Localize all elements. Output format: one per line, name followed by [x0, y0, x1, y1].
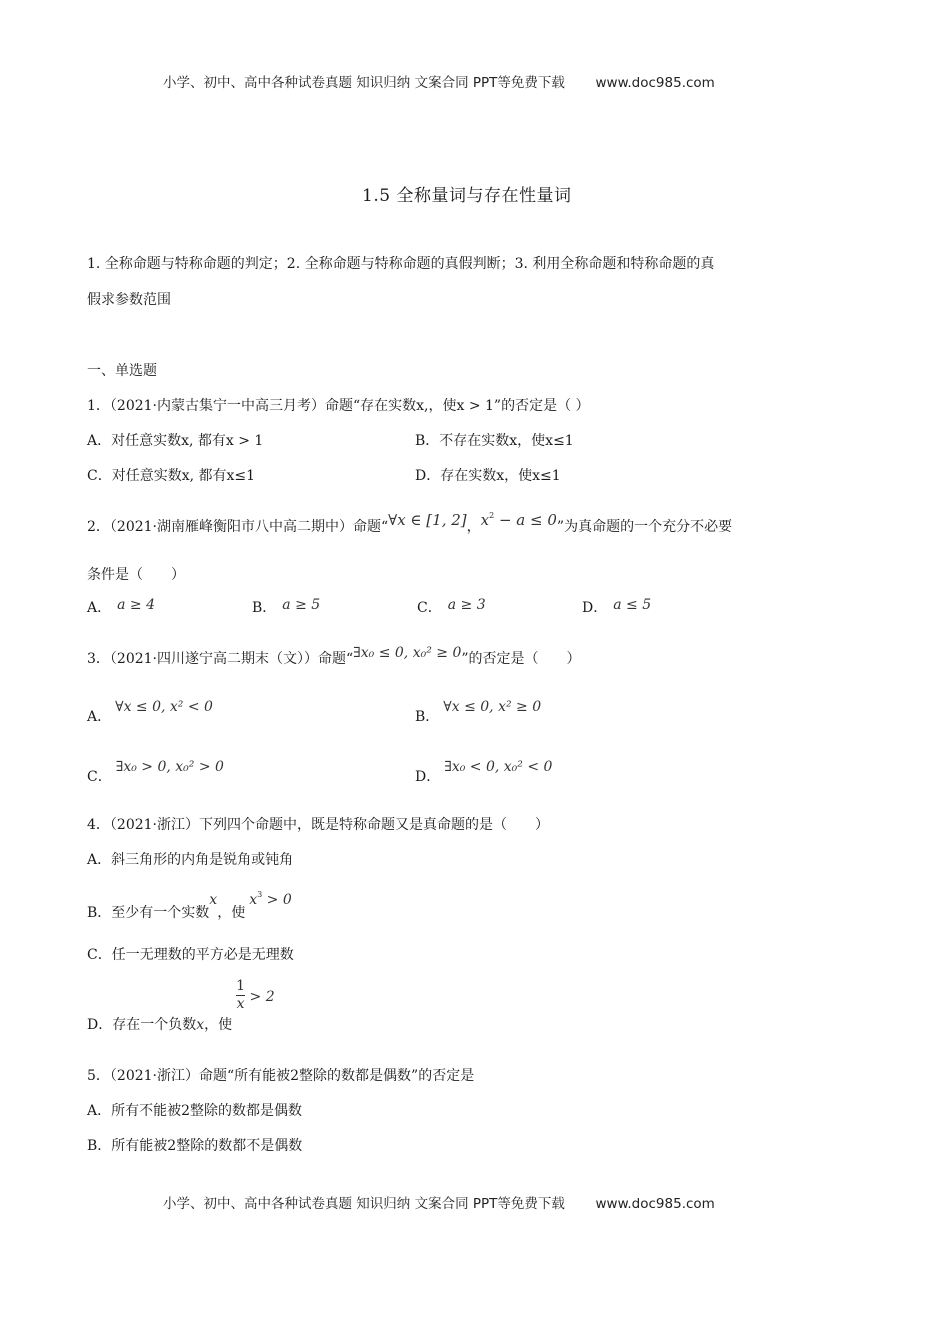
- q5-option-a: A．所有不能被2整除的数都是偶数: [87, 1103, 303, 1119]
- q4-stem: 4．（2021·浙江）下列四个命题中，既是特称命题又是真命题的是（ ）: [87, 817, 549, 833]
- q4-option-d-frac-num: 1: [236, 978, 246, 994]
- q4-option-d-pre: D．存在一个负数: [87, 1016, 197, 1033]
- q2-option-c-math: a ≥ 3: [447, 597, 486, 613]
- q2-stem-line2: 条件是（ ）: [87, 567, 185, 583]
- q1-stem: 1．（2021·内蒙古集宁一中高三月考）命题“存在实数x,，使x > 1”的否定是（ ）: [87, 398, 590, 414]
- q3-option-b: [415, 698, 542, 725]
- q4-option-d: [87, 978, 275, 1033]
- q3-option-c: [87, 758, 224, 785]
- header-text: 小学、初中、高中各种试卷真题 知识归纳 文案合同 PPT等免费下载: [163, 75, 565, 91]
- q2-math-base: x: [480, 511, 490, 529]
- q4-option-d-fraction: [236, 978, 245, 1013]
- q3-option-a-math: ∀x ≤ 0, x² < 0: [115, 699, 213, 715]
- footer-text: 小学、初中、高中各种试卷真题 知识归纳 文案合同 PPT等免费下载: [163, 1196, 565, 1212]
- q3-option-a-label: A．: [87, 709, 112, 725]
- q3-option-b-math: ∀x ≤ 0, x² ≥ 0: [443, 699, 542, 715]
- objectives-line-1: 1. 全称命题与特称命题的判定；2. 全称命题与特称命题的真假判断；3. 利用全称命题和特称命题的真: [87, 256, 715, 272]
- q1-option-d: D．存在实数x，使x≤1: [415, 468, 561, 484]
- q4-option-b-mid: ，使: [217, 905, 246, 921]
- q2-stem: [87, 513, 732, 536]
- q1-option-c: C．对任意实数x, 都有x≤1: [87, 468, 256, 484]
- q2-option-c: [417, 599, 486, 617]
- q2-option-d: [582, 599, 651, 617]
- section-heading: 一、单选题: [87, 363, 157, 379]
- q2-option-a: [87, 599, 155, 617]
- q4-option-b-var: x: [209, 892, 218, 908]
- q4-option-d-mid: ，使: [204, 1016, 233, 1033]
- q2-math-rest: − a ≤ 0: [494, 511, 557, 529]
- q4-option-b-math-exp: 3: [257, 890, 263, 899]
- q3-option-c-math: ∃x₀ > 0, x₀² > 0: [115, 759, 224, 775]
- q1-option-a: A．对任意实数x, 都有x > 1: [87, 433, 264, 449]
- q2-option-c-label: C．: [417, 600, 442, 616]
- q4-option-b-math-rest: > 0: [262, 892, 292, 908]
- q2-stem-pre: 2．（2021·湖南雁峰衡阳市八中高二期中）命题“: [87, 519, 389, 535]
- q3-option-d: [415, 758, 553, 785]
- q5-stem: 5．（2021·浙江）命题“所有能被2整除的数都是偶数”的否定是: [87, 1068, 475, 1084]
- header-site-link[interactable]: www.doc985.com: [595, 75, 715, 91]
- q3-stem-pre: 3．（2021·四川遂宁高二期末（文））命题“: [87, 651, 354, 667]
- q2-option-d-label: D．: [582, 600, 608, 616]
- q3-option-a: [87, 698, 213, 725]
- q5-option-b: B．所有能被2整除的数都不是偶数: [87, 1138, 303, 1154]
- q2-stem-post: ”为真命题的一个充分不必要: [556, 519, 733, 535]
- q2-option-b-math: a ≥ 5: [282, 597, 321, 613]
- q2-math-domain: ∀x ∈ [1, 2]: [388, 511, 467, 529]
- q3-option-c-label: C．: [87, 769, 112, 785]
- q4-option-b-pre: B．至少有一个实数: [87, 905, 210, 921]
- q3-stem-math: ∃x₀ ≤ 0, x₀² ≥ 0: [353, 645, 462, 661]
- q4-option-d-math-rest: > 2: [245, 988, 275, 1005]
- page-footer: [163, 1192, 715, 1212]
- q2-option-b-label: B．: [252, 600, 277, 616]
- footer-site-link[interactable]: www.doc985.com: [595, 1196, 715, 1212]
- page-title: 1.5 全称量词与存在性量词: [362, 186, 572, 206]
- q2-math-inequality: [481, 511, 557, 529]
- q2-stem-comma: ，: [466, 519, 481, 535]
- q2-option-d-math: a ≤ 5: [613, 597, 652, 613]
- q2-math-exp: 2: [489, 511, 495, 520]
- q4-option-b-math-base: x: [249, 892, 258, 908]
- q3-option-b-label: B．: [415, 709, 440, 725]
- q3-stem: [87, 645, 581, 668]
- q4-option-d-var: x: [196, 1016, 205, 1033]
- q1-option-b: B．不存在实数x，使x≤1: [415, 433, 574, 449]
- q4-option-a: A．斜三角形的内角是锐角或钝角: [87, 852, 294, 868]
- q4-option-d-frac-den: x: [236, 996, 245, 1012]
- q2-option-a-label: A．: [87, 600, 112, 616]
- q4-option-b: [87, 886, 292, 921]
- q2-option-a-math: a ≥ 4: [117, 597, 156, 613]
- q2-option-b: [252, 599, 320, 617]
- q3-option-d-math: ∃x₀ < 0, x₀² < 0: [444, 759, 553, 775]
- objectives-line-2: 假求参数范围: [87, 292, 171, 308]
- q3-stem-post: ”的否定是（ ）: [461, 651, 581, 667]
- q4-option-c: C．任一无理数的平方必是无理数: [87, 947, 294, 963]
- page-header: [163, 71, 715, 91]
- q3-option-d-label: D．: [415, 769, 441, 785]
